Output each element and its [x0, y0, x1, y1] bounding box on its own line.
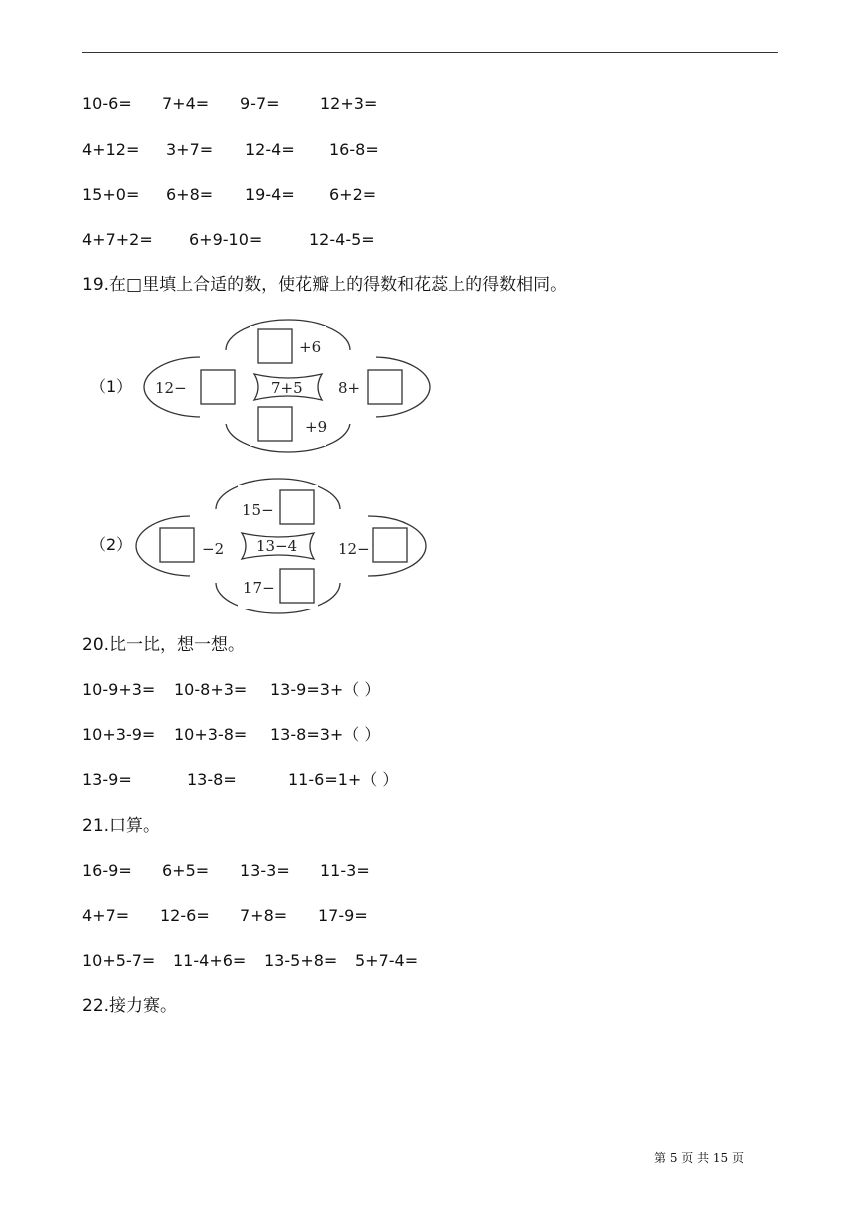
- math-expr: 19-4=: [245, 185, 295, 204]
- top-petal-text: +6: [299, 338, 322, 356]
- math-expr: 11-4+6=: [173, 951, 247, 970]
- math-expr: 13-3=: [240, 861, 290, 880]
- math-expr: 13-8=: [187, 770, 237, 789]
- left-petal-text: 12−: [155, 379, 187, 397]
- math-expr: 11-6=1+（ ）: [288, 770, 399, 789]
- question-19-title: 19.在□里填上合适的数，使花瓣上的得数和花蕊上的得数相同。: [82, 275, 568, 295]
- page-footer: 第 5 页 共 15 页: [654, 1151, 744, 1165]
- math-expr: 12+3=: [320, 94, 378, 113]
- math-expr: 10-9+3=: [82, 680, 156, 699]
- question-22-title: 22.接力赛。: [82, 996, 178, 1016]
- math-expr: 4+7+2=: [82, 230, 153, 249]
- math-expr: 9-7=: [240, 94, 280, 113]
- right-petal-text: 12−: [338, 540, 370, 558]
- bottom-petal-text: 17−: [243, 579, 275, 597]
- center-text: 7+5: [271, 379, 303, 397]
- math-expr: 7+4=: [162, 94, 210, 113]
- math-expr: 13-9=: [82, 770, 132, 789]
- math-expr: 13-9=3+（ ）: [270, 680, 381, 699]
- header-rule: [82, 52, 778, 53]
- question-21-title: 21.口算。: [82, 816, 161, 836]
- math-expr: 6+8=: [166, 185, 214, 204]
- flower-diagram-2: [132, 475, 430, 619]
- math-expr: 16-9=: [82, 861, 132, 880]
- math-expr: 10+5-7=: [82, 951, 156, 970]
- math-expr: 10+3-8=: [174, 725, 248, 744]
- bottom-petal-text: +9: [305, 418, 328, 436]
- math-expr: 4+7=: [82, 906, 130, 925]
- center-text: 13−4: [256, 537, 298, 555]
- math-expr: 4+12=: [82, 140, 140, 159]
- flower-2-label: （2）: [90, 535, 133, 554]
- flower-1-label: （1）: [90, 377, 133, 396]
- math-expr: 13-5+8=: [264, 951, 338, 970]
- top-petal-text: 15−: [242, 501, 274, 519]
- math-expr: 5+7-4=: [355, 951, 419, 970]
- math-expr: 10+3-9=: [82, 725, 156, 744]
- math-expr: 12-4=: [245, 140, 295, 159]
- math-expr: 13-8=3+（ ）: [270, 725, 381, 744]
- math-expr: 17-9=: [318, 906, 368, 925]
- math-expr: 11-3=: [320, 861, 370, 880]
- math-expr: 6+2=: [329, 185, 377, 204]
- left-petal-text: −2: [202, 540, 225, 558]
- right-petal-text: 8+: [338, 379, 361, 397]
- math-expr: 10-8+3=: [174, 680, 248, 699]
- math-expr: 3+7=: [166, 140, 214, 159]
- math-expr: 7+8=: [240, 906, 288, 925]
- math-expr: 15+0=: [82, 185, 140, 204]
- math-expr: 12-6=: [160, 906, 210, 925]
- math-expr: 10-6=: [82, 94, 132, 113]
- flower-diagram-1: [140, 314, 436, 458]
- question-20-title: 20.比一比，想一想。: [82, 635, 246, 655]
- math-expr: 6+9-10=: [189, 230, 263, 249]
- math-expr: 6+5=: [162, 861, 210, 880]
- math-expr: 12-4-5=: [309, 230, 375, 249]
- math-expr: 16-8=: [329, 140, 379, 159]
